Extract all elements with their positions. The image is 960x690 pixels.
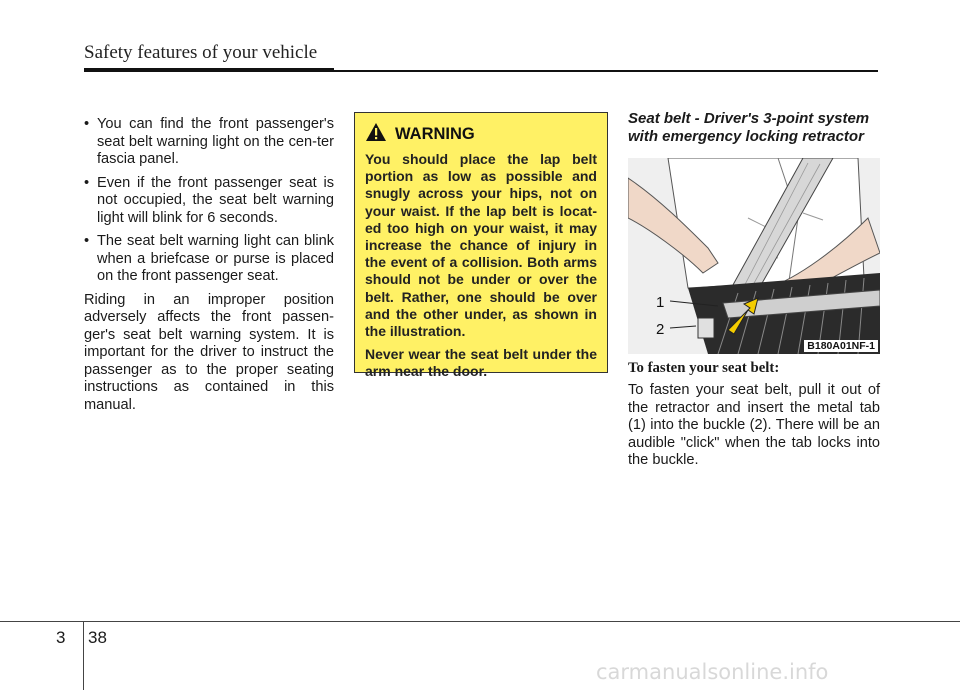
- warning-paragraph: Never wear the seat belt under the arm near the door.: [365, 346, 597, 380]
- section-title: Seat belt - Driver's 3-point system with emergency locking retractor: [628, 110, 870, 145]
- bullet-item: • You can find the front passenger's seat belt warning light on the cen-ter fascia panel.: [84, 116, 334, 169]
- fasten-instructions: To fasten your seat belt, pull it out of the retractor and insert the metal tab (1) into the buckle (2). There will be an audible "click" when the tab locks into the buckle.: [628, 382, 880, 468]
- right-column: [628, 110, 880, 145]
- callout-1: 1: [656, 294, 665, 311]
- warning-title: WARNING: [395, 124, 475, 143]
- footer-rule: [0, 621, 960, 622]
- bullet-item: • The seat belt warning light can blink when a briefcase or purse is placed on the front passenger seat.: [84, 233, 334, 286]
- page-header-title: Safety features of your vehicle: [84, 42, 318, 63]
- warning-triangle-icon: [365, 122, 387, 147]
- warning-box: [354, 112, 608, 380]
- left-column: [84, 116, 334, 414]
- watermark: carmanualsonline.info: [596, 660, 829, 684]
- footer-vertical-rule: [83, 621, 84, 690]
- chapter-number: 3: [56, 628, 66, 647]
- callout-2: 2: [656, 321, 665, 338]
- figure-code: B180A01NF-1: [804, 340, 878, 352]
- seat-belt-illustration: [628, 158, 880, 354]
- warning-paragraph: You should place the lap belt portion as low as possible and snugly across your hips, not on your waist. If the lap belt is locat-ed too high on your waist, it may increase the chance of injury in the event of a collision. Both arms should not be under or over the belt. Rather, one should be over and the other under, as shown in the illustration.: [365, 151, 597, 340]
- fasten-subheading: To fasten your seat belt:: [628, 360, 780, 376]
- seat-belt-drawing: [628, 158, 880, 354]
- header-rule-thick: [84, 68, 334, 72]
- page-number: 38: [88, 628, 107, 647]
- bullet-item: • Even if the front passenger seat is not occupied, the seat belt warning light will blink for 6 seconds.: [84, 175, 334, 228]
- header-rule-thin: [334, 70, 878, 72]
- left-paragraph: Riding in an improper position adversely affects the front passen-ger's seat belt warning system. It is important for the driver to instruct the passenger as to the proper seating instructions as contained in this manual.: [84, 291, 334, 413]
- warning-header: [365, 123, 597, 145]
